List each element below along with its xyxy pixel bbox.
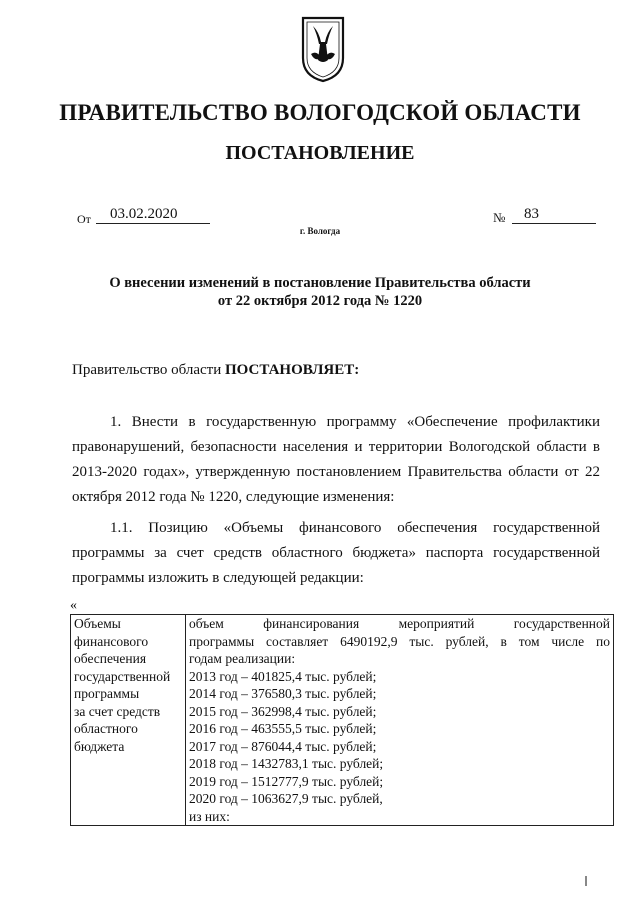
resolves-paragraph [72,358,600,383]
decree-number: 83 [512,206,596,224]
cell-line: 2017 год – 876044,4 тыс. рублей; [189,738,377,754]
cell-line: из них: [189,808,230,824]
subject-line: О внесении изменений в постановление Правительства области [109,275,531,291]
cell-line: 2016 год – 463555,5 тыс. рублей; [189,721,377,736]
cell-line: Объемы [74,616,121,631]
cell-line: бюджета [74,738,125,754]
cell-line: годам реализации: [189,651,296,666]
opening-quote: « [70,598,77,613]
subject-line: от 22 октября 2012 года № 1220 [217,293,423,309]
cell-line: за счет средств [74,703,161,719]
paragraph-line: правонарушений, безопасности населения и территории Вологодской области в [72,439,600,455]
paragraph-1-1 [72,516,600,591]
resolves-keyword: ПОСТАНОВЛЯЕТ: [224,362,360,378]
table-cell-value [186,615,614,826]
paragraph-line: 1. Внести в государственную программу «Обеспечение профилактики [110,414,600,430]
cell-line: объем финансирования мероприятий государственной [189,616,610,631]
cell-line: 2013 год – 401825,4 тыс. рублей; [189,668,377,684]
cell-line: 2015 год – 362998,4 тыс. рублей; [189,703,377,719]
coat-of-arms-icon [299,14,347,84]
paragraph-line: программы изложить в следующей редакции: [72,570,364,586]
number-label: № [493,210,506,225]
cell-line: государственной [74,668,171,684]
cell-line: обеспечения [74,651,147,666]
paragraph-line: программы за счет средств областного бюджета» паспорта государственной [72,545,600,561]
city-label: г. Вологда [299,226,341,236]
scan-artifact [585,876,587,886]
decree-title: ПОСТАНОВЛЕНИЕ [225,142,415,164]
resolves-prefix: Правительство области [72,362,225,378]
decree-date: 03.02.2020 [96,206,210,224]
table-cell-label [71,615,186,826]
paragraph-line: октября 2012 года № 1220, следующие изменения: [72,489,395,505]
cell-line: программы [74,686,140,701]
cell-line: программы составляет 6490192,9 тыс. рублей, в том числе по [189,633,610,649]
table-row [71,615,614,826]
cell-line: областного [74,721,138,736]
cell-line: финансового [74,633,149,649]
cell-line: 2020 год – 1063627,9 тыс. рублей, [189,791,383,806]
date-label: От [77,212,91,226]
decree-subject [0,274,640,310]
paragraph-line: 1.1. Позицию «Объемы финансового обеспечения государственной [110,520,600,536]
government-title: ПРАВИТЕЛЬСТВО ВОЛОГОДСКОЙ ОБЛАСТИ [59,100,581,125]
cell-line: 2018 год – 1432783,1 тыс. рублей; [189,756,384,771]
paragraph-line: 2013-2020 годах», утвержденную постановлением Правительства области от 22 [72,464,600,480]
cell-line: 2019 год – 1512777,9 тыс. рублей; [189,773,384,789]
paragraph-1 [72,410,600,510]
financing-table [70,614,614,826]
cell-line: 2014 год – 376580,3 тыс. рублей; [189,686,377,701]
